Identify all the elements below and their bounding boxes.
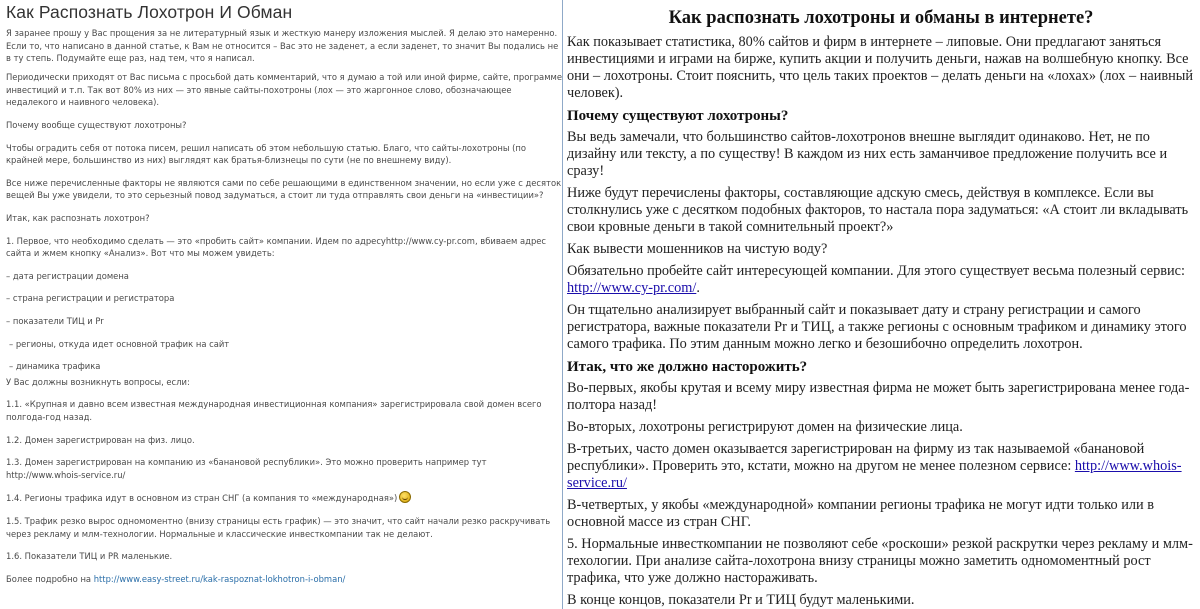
left-bullet: – регионы, откуда идет основной трафик на сайт xyxy=(9,338,230,349)
left-questions-intro: У Вас должны возникнуть вопросы, если: xyxy=(6,376,190,387)
left-bullet: – страна регистрации и регистратора xyxy=(6,293,175,304)
right-intro: Как показывает статистика, 80% сайтов и фирм в интернете – липовые. Они предлагают заняться инвестициями и играми на бирже, купить акции и получить деньги, нажав на волшебную кнопку. Все они – лохотроны. Стоит пояснить, что цель таких проектов – делать деньги на «лохах» (лох – наивный человек). xyxy=(567,34,1194,101)
right-fourth: В-четвертых, у якобы «международной» компании регионы трафика не могут идти только или в основной массе из стран СНГ. xyxy=(567,497,1155,530)
right-second: Во-вторых, лохотроны регистрируют домен на физические лица. xyxy=(567,419,963,435)
left-paragraph-why: Чтобы оградить себя от потока писем, решил написать об этом небольшую статью. Благо, что сайты-лохотроны (по крайней мере, большинство из них) выглядят как братья-близнецы по сути (не по внешнему виду). xyxy=(6,142,527,166)
right-check-prefix: Обязательно пробейте сайт интересующей компании. Для этого существует весьма полезный сервис: xyxy=(567,263,1185,279)
left-bullet: – дата регистрации домена xyxy=(6,270,129,281)
column-divider xyxy=(562,0,563,609)
left-item-1-5: 1.5. Трафик резко вырос одномоментно (внизу страницы есть график) — это значит, что сайт начали резко раскручивать через рекламу и млм-технологии. Нормальные и классические инвесткомпании так не делают. xyxy=(6,515,551,539)
smiley-icon xyxy=(399,491,411,503)
right-question-expose: Как вывести мошенников на чистую воду? xyxy=(567,241,828,257)
left-intro-paragraph-2: Периодически приходят от Вас письма с просьбой дать комментарий, что я думаю а той или иной фирме, сайте, программе инвестиций и т.п. Так вот 80% из них — это явные сайты-похотроны (лох — это жаргонное слово, обозначающее недалекого и наивного человека). xyxy=(6,72,562,108)
left-item-1-6: 1.6. Показатели ТИЦ и PR маленькие. xyxy=(6,551,173,562)
right-fifth: 5. Нормальные инвесткомпании не позволяют себе «роскоши» резкой раскрутки через рекламу и млм-техологии. При анализе сайта-лохотрона внизу страницы можно заметить одномоментный рост трафика, что уже должно настораживать. xyxy=(567,536,1193,586)
left-item-1-4-text: 1.4. Регионы трафика идут в основном из стран СНГ (а компания то «международная») xyxy=(6,493,398,504)
right-paragraph-check xyxy=(567,263,1195,297)
left-bullet: – показатели ТИЦ и Pr xyxy=(6,316,104,326)
left-item-1-1: 1.1. «Крупная и давно всем известная международная инвестиционная компания» зарегистрировала свой домен всего полгода-год назад. xyxy=(6,399,542,422)
left-item-1-2: 1.2. Домен зарегистрирован на физ. лицо. xyxy=(6,434,195,445)
right-final: В конце концов, показатели Pr и ТИЦ будут маленькими. xyxy=(567,592,915,608)
left-article xyxy=(0,0,562,609)
left-question-why: Почему вообще существуют лохотроны? xyxy=(6,120,187,131)
right-article xyxy=(567,0,1195,609)
right-third-text: В-третьих, часто домен оказывается зарегистрирован на фирму из так называемой «банановой республики». Проверить это, кстати, можно на другом не менее полезном сервисе: xyxy=(567,441,1145,474)
right-paragraph-why: Вы ведь замечали, что большинство сайтов-лохотронов внешне выглядит одинаково. Нет, не по дизайну или тексту, а по существу! В каждом из них есть заманчивое предложение получить все и сразу! xyxy=(567,129,1168,179)
right-paragraph-factors: Ниже будут перечислены факторы, составляющие адскую смесь, действуя в комплексе. Если вы столкнулись уже с десятком подобных факторов, то настала пора задуматься: «А стоит ли вкладывать свои кровные деньги в такой сомнительный проект?» xyxy=(567,185,1189,235)
left-question-how: Итак, как распознать лохотрон? xyxy=(6,213,150,224)
left-article-title: Как Распознать Лохотрон И Обман xyxy=(6,2,293,22)
left-intro-paragraph-1: Я заранее прошу у Вас прощения за не литературный язык и жесткую манеру изложения мыслей. Я делаю это намеренно. Если то, что написано в данной статье, к Вам не относится – Вас это не заденет, а если заденет, то значит Вы подались не в ту степь. Подумайте еще раз, над тем, что я написал. xyxy=(6,28,559,64)
left-more-info xyxy=(6,573,562,586)
right-paragraph-analyze: Он тщательно анализирует выбранный сайт и показывает дату и страну регистрации и самого регистратора, важные показатели Pr и ТИЦ, а также регионы с основным трафиком и динамику этого самого трафика. По этим данным можно легко и безошибочно определить лохотрон. xyxy=(567,302,1187,352)
cy-pr-link[interactable]: http://www.cy-pr.com/ xyxy=(567,280,697,296)
left-step-1: 1. Первое, что необходимо сделать — это «пробить сайт» компании. Идем по адресуhttp://www.cy-pr.com, вбиваем адрес сайта и жмем кнопку «Анализ». Вот что мы можем увидеть: xyxy=(6,235,547,259)
right-check-suffix: . xyxy=(696,280,700,296)
left-bullet: – динамика трафика xyxy=(9,361,101,372)
left-item-1-3: 1.3. Домен зарегистрирован на компанию из «банановой республики». Это можно проверить например тут http://www.whois-service.ru/ xyxy=(6,457,487,480)
right-first: Во-первых, якобы крутая и всему миру известная фирма не может быть зарегистрирована менее года-полтора назад! xyxy=(567,380,1190,413)
left-item-1-4 xyxy=(6,491,562,505)
left-more-prefix: Более подробно на xyxy=(6,573,94,584)
left-paragraph-factors: Все ниже перечисленные факторы не являются сами по себе решающими в единственном значении, но если уже с десяток вещей Вы уже увидели, то это серьезный повод задуматься, а стоит ли туда отправлять свои деньги на «инвестиции»? xyxy=(6,177,562,201)
right-heading-why: Почему существуют лохотроны? xyxy=(567,108,789,124)
right-third xyxy=(567,441,1195,492)
whois-service-link[interactable]: http://www.whois-service.ru/ xyxy=(567,458,1182,491)
right-article-title: Как распознать лохотроны и обманы в интернете? xyxy=(668,8,1094,28)
source-link[interactable]: http://www.easy-street.ru/kak-raspoznat-lokhotron-i-obman/ xyxy=(93,573,346,584)
right-heading-alert: Итак, что же должно насторожить? xyxy=(567,359,808,375)
